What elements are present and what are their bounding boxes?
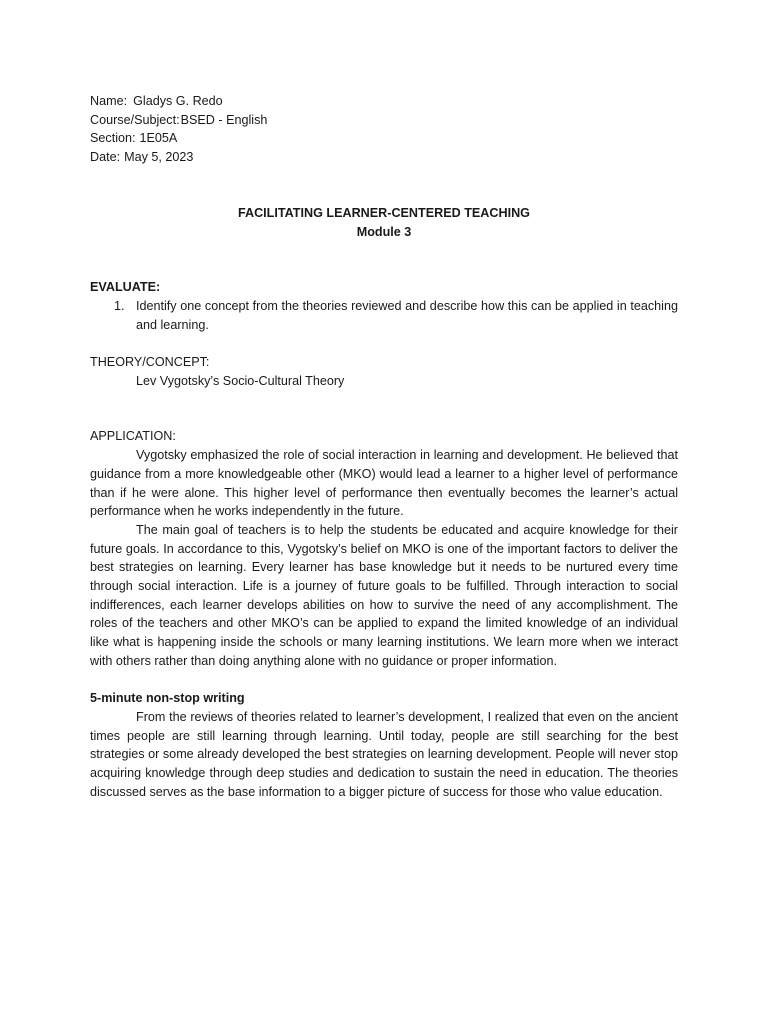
name-row: [90, 92, 678, 111]
course-value: BSED - English: [180, 112, 268, 127]
course-label: Course/Subject:: [90, 112, 180, 127]
document-body: [90, 92, 678, 801]
evaluate-item-text: Identify one concept from the theories reviewed and describe how this can be applied in teaching and learning.: [136, 298, 678, 332]
evaluate-heading: EVALUATE:: [90, 280, 161, 295]
writing-paragraph: From the reviews of theories related to learner’s development, I realized that even on the ancient times people are still learning through learning. Until today, people are still searching for the best strategies or some already developed the best strategies on learning development. People will never stop acquiring knowledge through deep studies and dedication to sustain the need in education. The theories discussed serves as the base information to a bigger picture of success for those who value education.: [90, 709, 678, 799]
date-value: May 5, 2023: [124, 150, 194, 165]
section-value: 1E05A: [139, 131, 178, 146]
course-row: [90, 111, 678, 130]
title-main: FACILITATING LEARNER-CENTERED TEACHING: [238, 205, 530, 220]
date-label: Date:: [90, 150, 121, 165]
application-heading: APPLICATION:: [90, 429, 176, 444]
application-paragraph-2: The main goal of teachers is to help the students be educated and acquire knowledge for their future goals. In accordance to this, Vygotsky’s belief on MKO is one of the important factors to deliver the best strategies on learning. Every learner has base knowledge but it needs to be nurtured every time through social interaction. Life is a journey of future goals to be fulfilled. Through interaction to social indifferences, each learner develops abilities on how to survive the need of any accomplishment. The roles of the teachers and other MKO’s can be applied to expand the limited knowledge of an individual like what is happening inside the schools or many learning institutions. We learn more when we interact with others rather than doing anything alone with no guidance or proper information.: [90, 522, 678, 668]
evaluate-list: [90, 297, 678, 334]
name-value: Gladys G. Redo: [133, 94, 223, 108]
student-info: [90, 92, 678, 167]
name-label: Name:: [90, 94, 128, 108]
evaluate-item: [90, 297, 678, 334]
theory-heading: THEORY/CONCEPT:: [90, 355, 210, 370]
date-row: [90, 148, 678, 167]
writing-heading: 5-minute non-stop writing: [90, 691, 245, 706]
document-title: [90, 204, 678, 241]
evaluate-item-number: 1.: [114, 298, 125, 313]
theory-value: Lev Vygotsky’s Socio-Cultural Theory: [136, 373, 345, 388]
section-row: [90, 129, 678, 148]
title-module: Module 3: [356, 224, 412, 239]
application-paragraph-1: Vygotsky emphasized the role of social interaction in learning and development. He believed that guidance from a more knowledgeable other (MKO) would lead a learner to a higher level of performance than if he were alone. This higher level of performance then eventually becomes the learner’s actual performance when he works independently in the future.: [90, 448, 678, 519]
section-label: Section:: [90, 131, 136, 146]
